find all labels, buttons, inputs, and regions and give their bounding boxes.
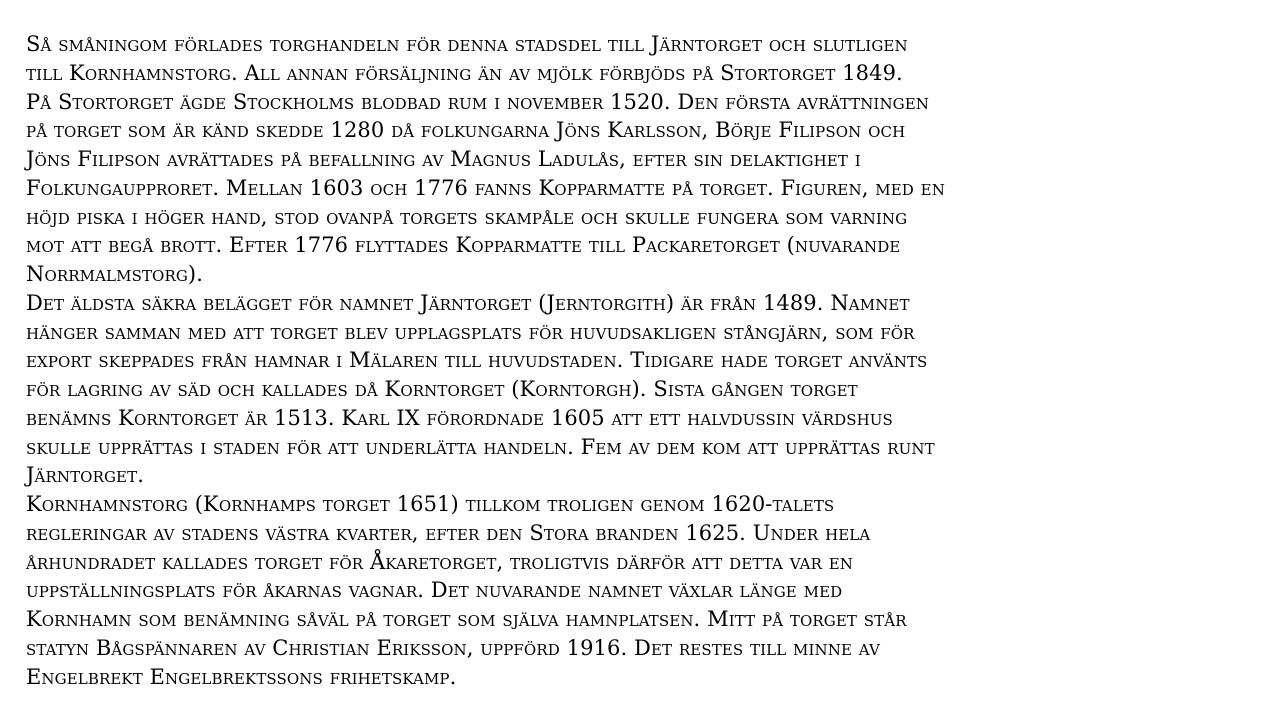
text-line-7: höjd piska i höger hand, stod ovanpå torgets skampåle och skulle fungera som varning — [26, 204, 908, 229]
text-line-11: hänger samman med att torget blev upplagsplats för huvudsakligen stångjärn, som för — [26, 319, 915, 344]
text-line-10: Det äldsta säkra belägget för namnet Järntorget (Jerntorgith) är från 1489. Namnet — [26, 290, 910, 315]
text-line-20: uppställningsplats för åkarnas vagnar. Det nuvarande namnet växlar länge med — [26, 578, 843, 603]
text-line-23: Engelbrekt Engelbrektssons frihetskamp. — [26, 664, 457, 689]
text-line-15: skulle upprättas i staden för att underlätta handeln. Fem av dem kom att upprättas runt — [26, 434, 935, 459]
text-line-5: Jöns Filipson avrättades på befallning av Magnus Ladulås, efter sin delaktighet i — [26, 147, 861, 171]
text-line-18: regleringar av stadens västra kvarter, efter den Stora branden 1625. Under hela — [26, 520, 871, 545]
text-line-6: Folkungaupproret. Mellan 1603 och 1776 fanns Kopparmatte på torget. Figuren, med en — [26, 175, 945, 200]
text-line-3: På Stortorget ägde Stockholms blodbad rum i november 1520. Den första avrättningen — [26, 89, 930, 114]
text-line-19: århundradet kallades torget för Åkaretorget, troligtvis därför att detta var en — [26, 549, 854, 574]
text-line-2: till Kornhamnstorg. All annan försäljning än av mjölk förbjöds på Stortorget 1849. — [26, 60, 903, 85]
text-line-16: Järntorget. — [26, 463, 144, 488]
text-line-9: Norrmalmstorg). — [26, 262, 203, 286]
text-line-13: för lagring av säd och kallades då Korntorget (Korntorgh). Sista gången torget — [26, 377, 858, 401]
text-line-14: benämns Korntorget är 1513. Karl IX förordnade 1605 att ett halvdussin värdshus — [26, 405, 893, 430]
text-line-1: Så småningom förlades torghandeln för denna stadsdel till Järntorget och slutligen — [26, 32, 908, 56]
text-line-22: statyn Bågspännaren av Christian Eriksson, uppförd 1916. Det restes till minne av — [26, 635, 880, 660]
text-line-17: Kornhamnstorg (Kornhamps torget 1651) tillkom troligen genom 1620-talets — [26, 492, 835, 516]
text-line-8: mot att begå brott. Efter 1776 flyttades Kopparmatte till Packaretorget (nuvarande — [26, 233, 901, 258]
text-line-12: export skeppades från hamnar i Mälaren till huvudstaden. Tidigare hade torget använts — [26, 348, 928, 373]
text-line-4: på torget som är känd skedde 1280 då folkungarna Jöns Karlsson, Börje Filipson och — [26, 118, 906, 143]
document-text — [26, 30, 1266, 691]
text-line-21: Kornhamn som benämning såväl på torget som själva hamnplatsen. Mitt på torget står — [26, 607, 907, 631]
